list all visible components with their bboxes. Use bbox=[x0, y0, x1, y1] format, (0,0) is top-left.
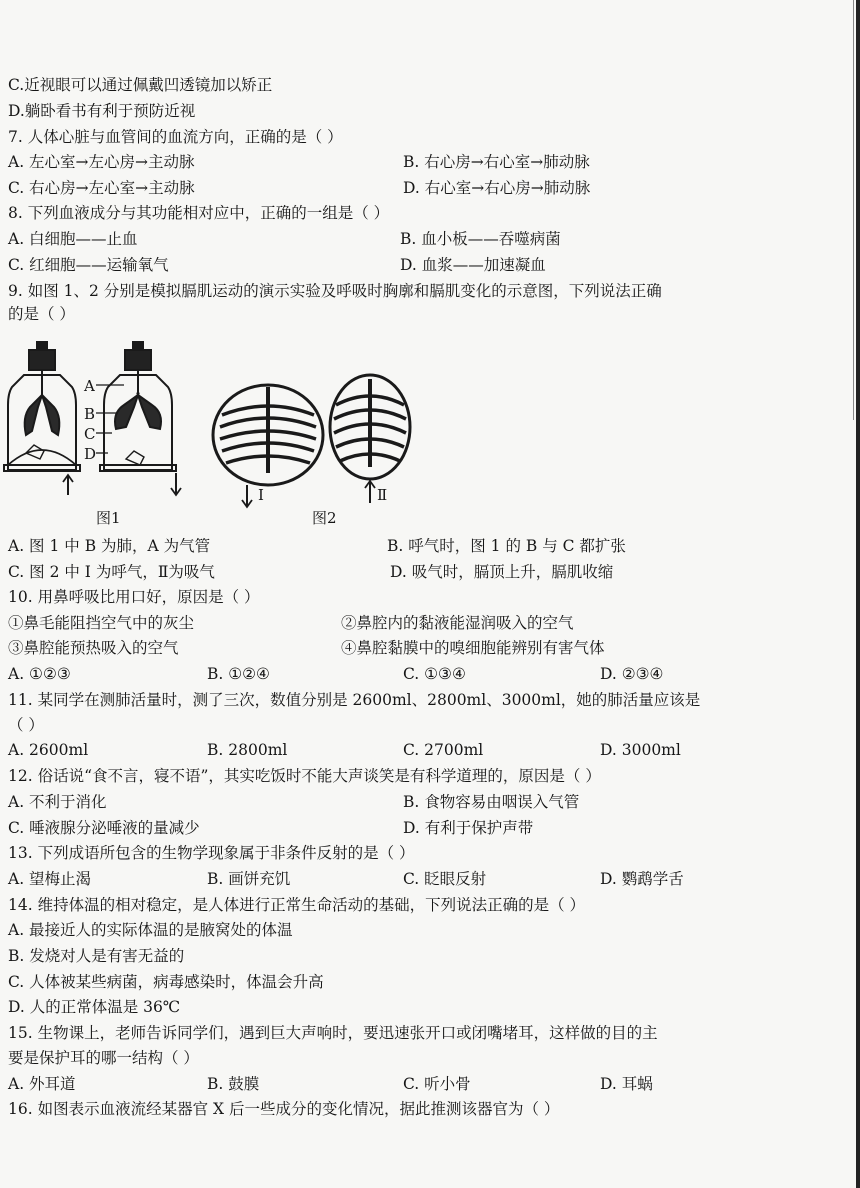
q10-statement-4: ④鼻腔黏膜中的嗅细胞能辨别有害气体 bbox=[341, 639, 605, 657]
q7-stem: 7. 人体心脏与血管间的血流方向，正确的是（ ） bbox=[8, 128, 343, 146]
q13-option-b: B. 画饼充饥 bbox=[207, 870, 291, 888]
q8-option-c: C. 红细胞——运输氧气 bbox=[8, 256, 169, 274]
q10-statement-2: ②鼻腔内的黏液能湿润吸入的空气 bbox=[341, 614, 574, 632]
label-b: B bbox=[84, 405, 96, 423]
label-a: A bbox=[84, 377, 95, 395]
q14-option-c: C. 人体被某些病菌，病毒感染时，体温会升高 bbox=[8, 973, 324, 991]
q12-option-d: D. 有利于保护声带 bbox=[403, 819, 534, 837]
q11-option-b: B. 2800ml bbox=[207, 741, 288, 759]
q12-stem: 12. 俗话说“食不言，寝不语”，其实吃饭时不能大声谈笑是有科学道理的，原因是（ ） bbox=[8, 767, 601, 785]
q8-option-d: D. 血浆——加速凝血 bbox=[400, 256, 546, 274]
q8-stem: 8. 下列血液成分与其功能相对应中，正确的一组是（ ） bbox=[8, 204, 390, 222]
bell-jar-model-2 bbox=[96, 342, 181, 495]
q8-option-b: B. 血小板——吞噬病菌 bbox=[400, 230, 561, 248]
q15-option-a: A. 外耳道 bbox=[8, 1075, 76, 1093]
q8-option-a: A. 白细胞——止血 bbox=[8, 230, 138, 248]
q12-option-b: B. 食物容易由咽误入气管 bbox=[403, 793, 580, 811]
q7-option-a: A. 左心室→左心房→主动脉 bbox=[8, 153, 195, 171]
arrow-label-i: I bbox=[258, 486, 264, 504]
q10-stem: 10. 用鼻呼吸比用口好，原因是（ ） bbox=[8, 588, 260, 606]
q15-option-c: C. 听小骨 bbox=[403, 1075, 471, 1093]
line-q6c: C.近视眼可以通过佩戴凹透镜加以矫正 bbox=[8, 76, 273, 94]
q10-option-d: D. ②③④ bbox=[600, 665, 664, 683]
q11-option-a: A. 2600ml bbox=[8, 741, 89, 759]
q11-option-d: D. 3000ml bbox=[600, 741, 681, 759]
q9-option-d: D. 吸气时，膈顶上升，膈肌收缩 bbox=[390, 563, 614, 581]
figure-caption-1: 图1 bbox=[96, 509, 121, 527]
q15-stem-line1: 15. 生物课上，老师告诉同学们，遇到巨大声响时，要迅速张开口或闭嘴堵耳，这样做的目的主 bbox=[8, 1024, 658, 1042]
q13-option-c: C. 眨眼反射 bbox=[403, 870, 487, 888]
q11-stem-line1: 11. 某同学在测肺活量时，测了三次，数值分别是 2600ml、2800ml、3000ml，她的肺活量应该是 bbox=[8, 691, 701, 709]
q11-option-c: C. 2700ml bbox=[403, 741, 484, 759]
q9-figure bbox=[0, 335, 420, 530]
q13-option-d: D. 鹦鹉学舌 bbox=[600, 870, 684, 888]
q15-stem-line2: 要是保护耳的哪一结构（ ） bbox=[8, 1049, 199, 1067]
q13-stem: 13. 下列成语所包含的生物学现象属于非条件反射的是（ ） bbox=[8, 844, 415, 862]
figure-caption-2: 图2 bbox=[312, 509, 337, 527]
q14-option-a: A. 最接近人的实际体温的是腋窝处的体温 bbox=[8, 921, 293, 939]
q14-option-b: B. 发烧对人是有害无益的 bbox=[8, 947, 185, 965]
page-edge-line bbox=[853, 0, 854, 420]
label-d: D bbox=[84, 445, 97, 463]
rib-cage-exhale bbox=[213, 385, 323, 507]
q10-statement-1: ①鼻毛能阻挡空气中的灰尘 bbox=[8, 614, 195, 632]
q12-option-a: A. 不利于消化 bbox=[8, 793, 107, 811]
q15-option-d: D. 耳蜗 bbox=[600, 1075, 653, 1093]
rib-cage-inhale bbox=[330, 375, 410, 503]
q10-option-a: A. ①②③ bbox=[8, 665, 71, 683]
q9-option-c: C. 图 2 中 I 为呼气，Ⅱ为吸气 bbox=[8, 563, 215, 581]
line-q6d: D.躺卧看书有利于预防近视 bbox=[8, 102, 196, 120]
q10-option-c: C. ①③④ bbox=[403, 665, 466, 683]
q12-option-c: C. 唾液腺分泌唾液的量减少 bbox=[8, 819, 200, 837]
q14-stem: 14. 维持体温的相对稳定，是人体进行正常生命活动的基础，下列说法正确的是（ ） bbox=[8, 896, 586, 914]
q9-stem-line2: 的是（ ） bbox=[8, 305, 75, 323]
q9-option-a: A. 图 1 中 B 为肺，A 为气管 bbox=[8, 537, 211, 555]
q14-option-d: D. 人的正常体温是 36℃ bbox=[8, 998, 181, 1016]
q9-stem-line1: 9. 如图 1、2 分别是模拟膈肌运动的演示实验及呼吸时胸廓和膈肌变化的示意图，下列说法正确 bbox=[8, 282, 662, 300]
q9-option-b: B. 呼气时，图 1 的 B 与 C 都扩张 bbox=[387, 537, 626, 555]
q16-stem: 16. 如图表示血液流经某器官 X 后一些成分的变化情况，据此推测该器官为（ ） bbox=[8, 1100, 560, 1118]
q7-option-c: C. 右心房→左心室→主动脉 bbox=[8, 179, 195, 197]
q13-option-a: A. 望梅止渴 bbox=[8, 870, 92, 888]
q10-statement-3: ③鼻腔能预热吸入的空气 bbox=[8, 639, 179, 657]
bell-jar-model-1 bbox=[4, 342, 80, 495]
q10-option-b: B. ①②④ bbox=[207, 665, 270, 683]
q7-option-b: B. 右心房→右心室→肺动脉 bbox=[403, 153, 590, 171]
q11-stem-line2: （ ） bbox=[8, 716, 44, 734]
page-edge-shadow bbox=[856, 0, 860, 1188]
q7-option-d: D. 右心室→右心房→肺动脉 bbox=[403, 179, 591, 197]
arrow-label-ii: Ⅱ bbox=[377, 486, 388, 504]
q15-option-b: B. 鼓膜 bbox=[207, 1075, 260, 1093]
label-c: C bbox=[84, 425, 96, 443]
